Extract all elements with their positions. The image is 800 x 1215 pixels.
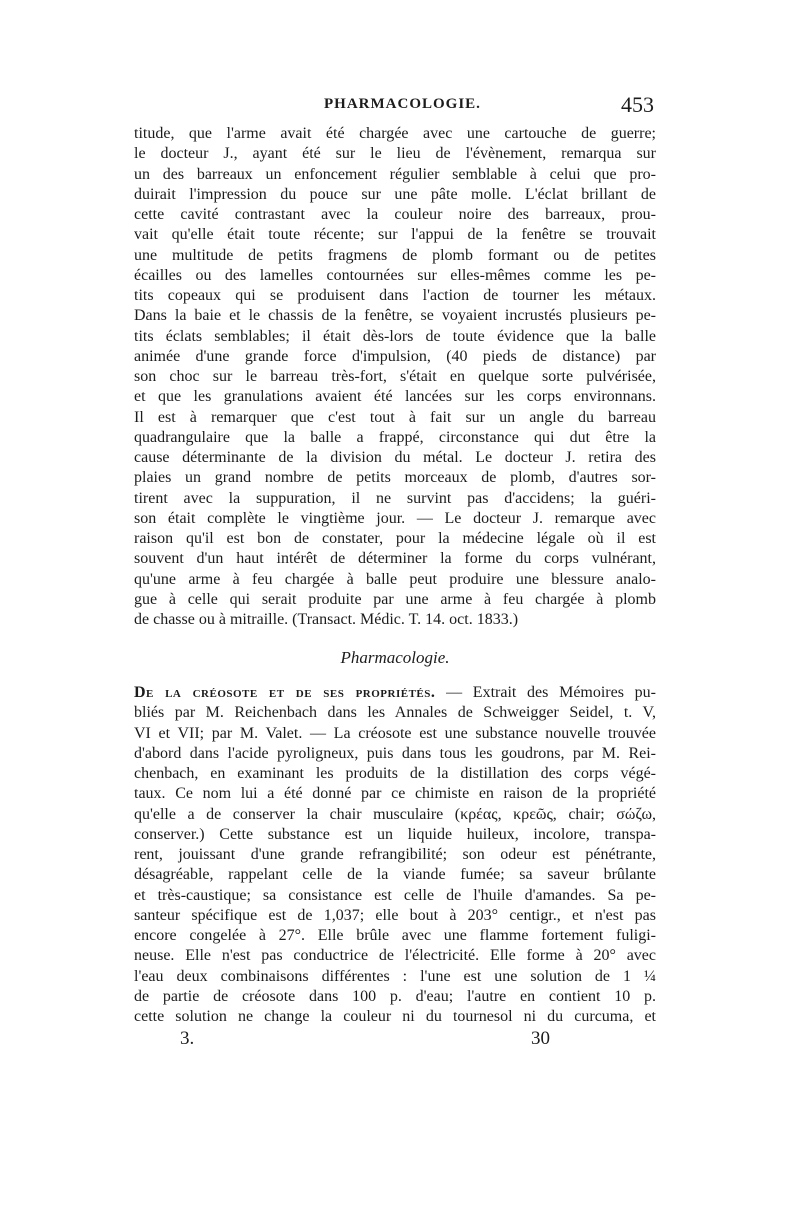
text-line: de partie de créosote dans 100 p. d'eau; l'autre en contient 10 p. (134, 987, 656, 1005)
text-line: VI et VII; par M. Valet. — La créosote est une substance nouvelle trouvée (134, 724, 656, 742)
section-heading: Pharmacologie. (340, 648, 450, 667)
text-line: bliés par M. Reichenbach dans les Annales de Schweigger Seidel, t. V, (134, 704, 656, 722)
text-line: gue à celle qui serait produite par une arme à feu chargée à plomb (134, 590, 656, 608)
text-line: et que les granulations avaient été lancées sur les corps environnans. (134, 388, 656, 406)
text-line: tits copeaux qui se produisent dans l'action de tourner les métaux. (134, 287, 656, 304)
text-line: cette cavité contrastant avec la couleur noire des barreaux, prou- (134, 206, 656, 223)
text-line: d'abord dans l'acide pyroligneux, puis dans tous les goudrons, par M. Rei- (134, 744, 656, 762)
text-line: une multitude de petits fragmens de plomb formant ou de petites (134, 246, 656, 264)
text-line: l'eau deux combinaisons différentes : l'une est une solution de 1 ¼ (134, 967, 656, 985)
page-number: 453 (621, 92, 654, 117)
text-line: et très-caustique; sa consistance est celle de l'huile d'amandes. Sa pe- (134, 886, 656, 904)
text-line: cause déterminante de la division du métal. Le docteur J. retira des (134, 449, 656, 466)
text-line: Dans la baie et le chassis de la fenêtre, se voyaient incrustés plusieurs pe- (134, 307, 656, 325)
signature-mark: 3. (180, 1028, 195, 1049)
text-line: duirait l'impression du pouce sur une pâte molle. L'éclat brillant de (134, 185, 656, 203)
text-line: tits éclats semblables; il était dès-lors de toute évidence que la balle (134, 327, 656, 345)
text-line: chenbach, en examinant les produits de la distillation des corps végé- (134, 765, 656, 782)
page-footer (180, 1028, 550, 1054)
text-line: tirent avec la suppuration, il ne survint pas d'accidens; la guéri- (134, 489, 656, 507)
text-line: qu'elle a de conserver la chair musculaire (κρέας, κρεῶς, chair; σώζω, (134, 805, 656, 823)
text-line: le docteur J., ayant été sur le lieu de l'évènement, remarqua sur (134, 145, 656, 163)
text-line: quadrangulaire que la balle a frappé, circonstance qui dut être la (134, 428, 656, 446)
sheet-number: 30 (531, 1028, 550, 1049)
text-line: souvent d'un haut intérêt de déterminer la forme du corps vulnérant, (134, 550, 656, 568)
text-line: de chasse ou à mitraille. (Transact. Médic. T. 14. oct. 1833.) (134, 611, 519, 628)
body-text (134, 124, 656, 630)
text-line: son choc sur le barreau très-fort, s'était en quelque sorte pulvérisée, (134, 368, 656, 385)
text-line: rent, jouissant d'une grande refrangibilité; son odeur est pénétrante, (134, 846, 656, 863)
text-line: son était complète le vingtième jour. — Le docteur J. remarque avec (134, 509, 656, 527)
article-first-line (134, 683, 656, 703)
text-line: raison qu'il est bon de constater, pour la médecine légale où il est (134, 530, 656, 547)
article-title: De la créosote et de ses propriétés. (134, 684, 436, 701)
text-line: un des barreaux un enfoncement régulier semblable à celui que pro- (134, 165, 656, 183)
text-line: animée d'une grande force d'impulsion, (40 pieds de distance) par (134, 347, 656, 365)
text-line: santeur spécifique est de 1,037; elle bout à 203° centigr., et n'est pas (134, 906, 656, 924)
text-line: taux. Ce nom lui a été donné par ce chimiste en raison de la propriété (134, 785, 656, 803)
text-line: encore congelée à 27°. Elle brûle avec une flamme fortement fuligi- (134, 927, 656, 944)
article-text (134, 683, 656, 1027)
text-line: titude, que l'arme avait été chargée avec une cartouche de guerre; (134, 125, 656, 142)
text-line: cette solution ne change la couleur ni du tournesol ni du curcuma, et (134, 1008, 656, 1025)
text-line: écailles ou des lamelles contournées sur elles-mêmes comme les pe- (134, 266, 656, 284)
text-line: vait qu'elle était toute récente; sur l'appui de la fenêtre se trouvait (134, 226, 656, 244)
text-line: plaies un grand nombre de petits morceaux de plomb, d'autres sor- (134, 469, 656, 487)
running-head (134, 92, 654, 120)
text-line: désagréable, rappelant celle de la viande fumée; sa saveur brûlante (134, 866, 656, 884)
text-line: Il est à remarquer que c'est tout à fait sur un angle du barreau (134, 408, 656, 426)
text-line: qu'une arme à feu chargée à balle peut produire une blessure analo- (134, 570, 656, 588)
text-line: neuse. Elle n'est pas conductrice de l'électricité. Elle forme à 20° avec (134, 947, 656, 965)
text-line: conserver.) Cette substance est un liquide huileux, incolore, transpa- (134, 825, 656, 843)
article-first-line-rest: — Extrait des Mémoires pu- (446, 684, 656, 701)
running-title: PHARMACOLOGIE. (324, 96, 481, 112)
